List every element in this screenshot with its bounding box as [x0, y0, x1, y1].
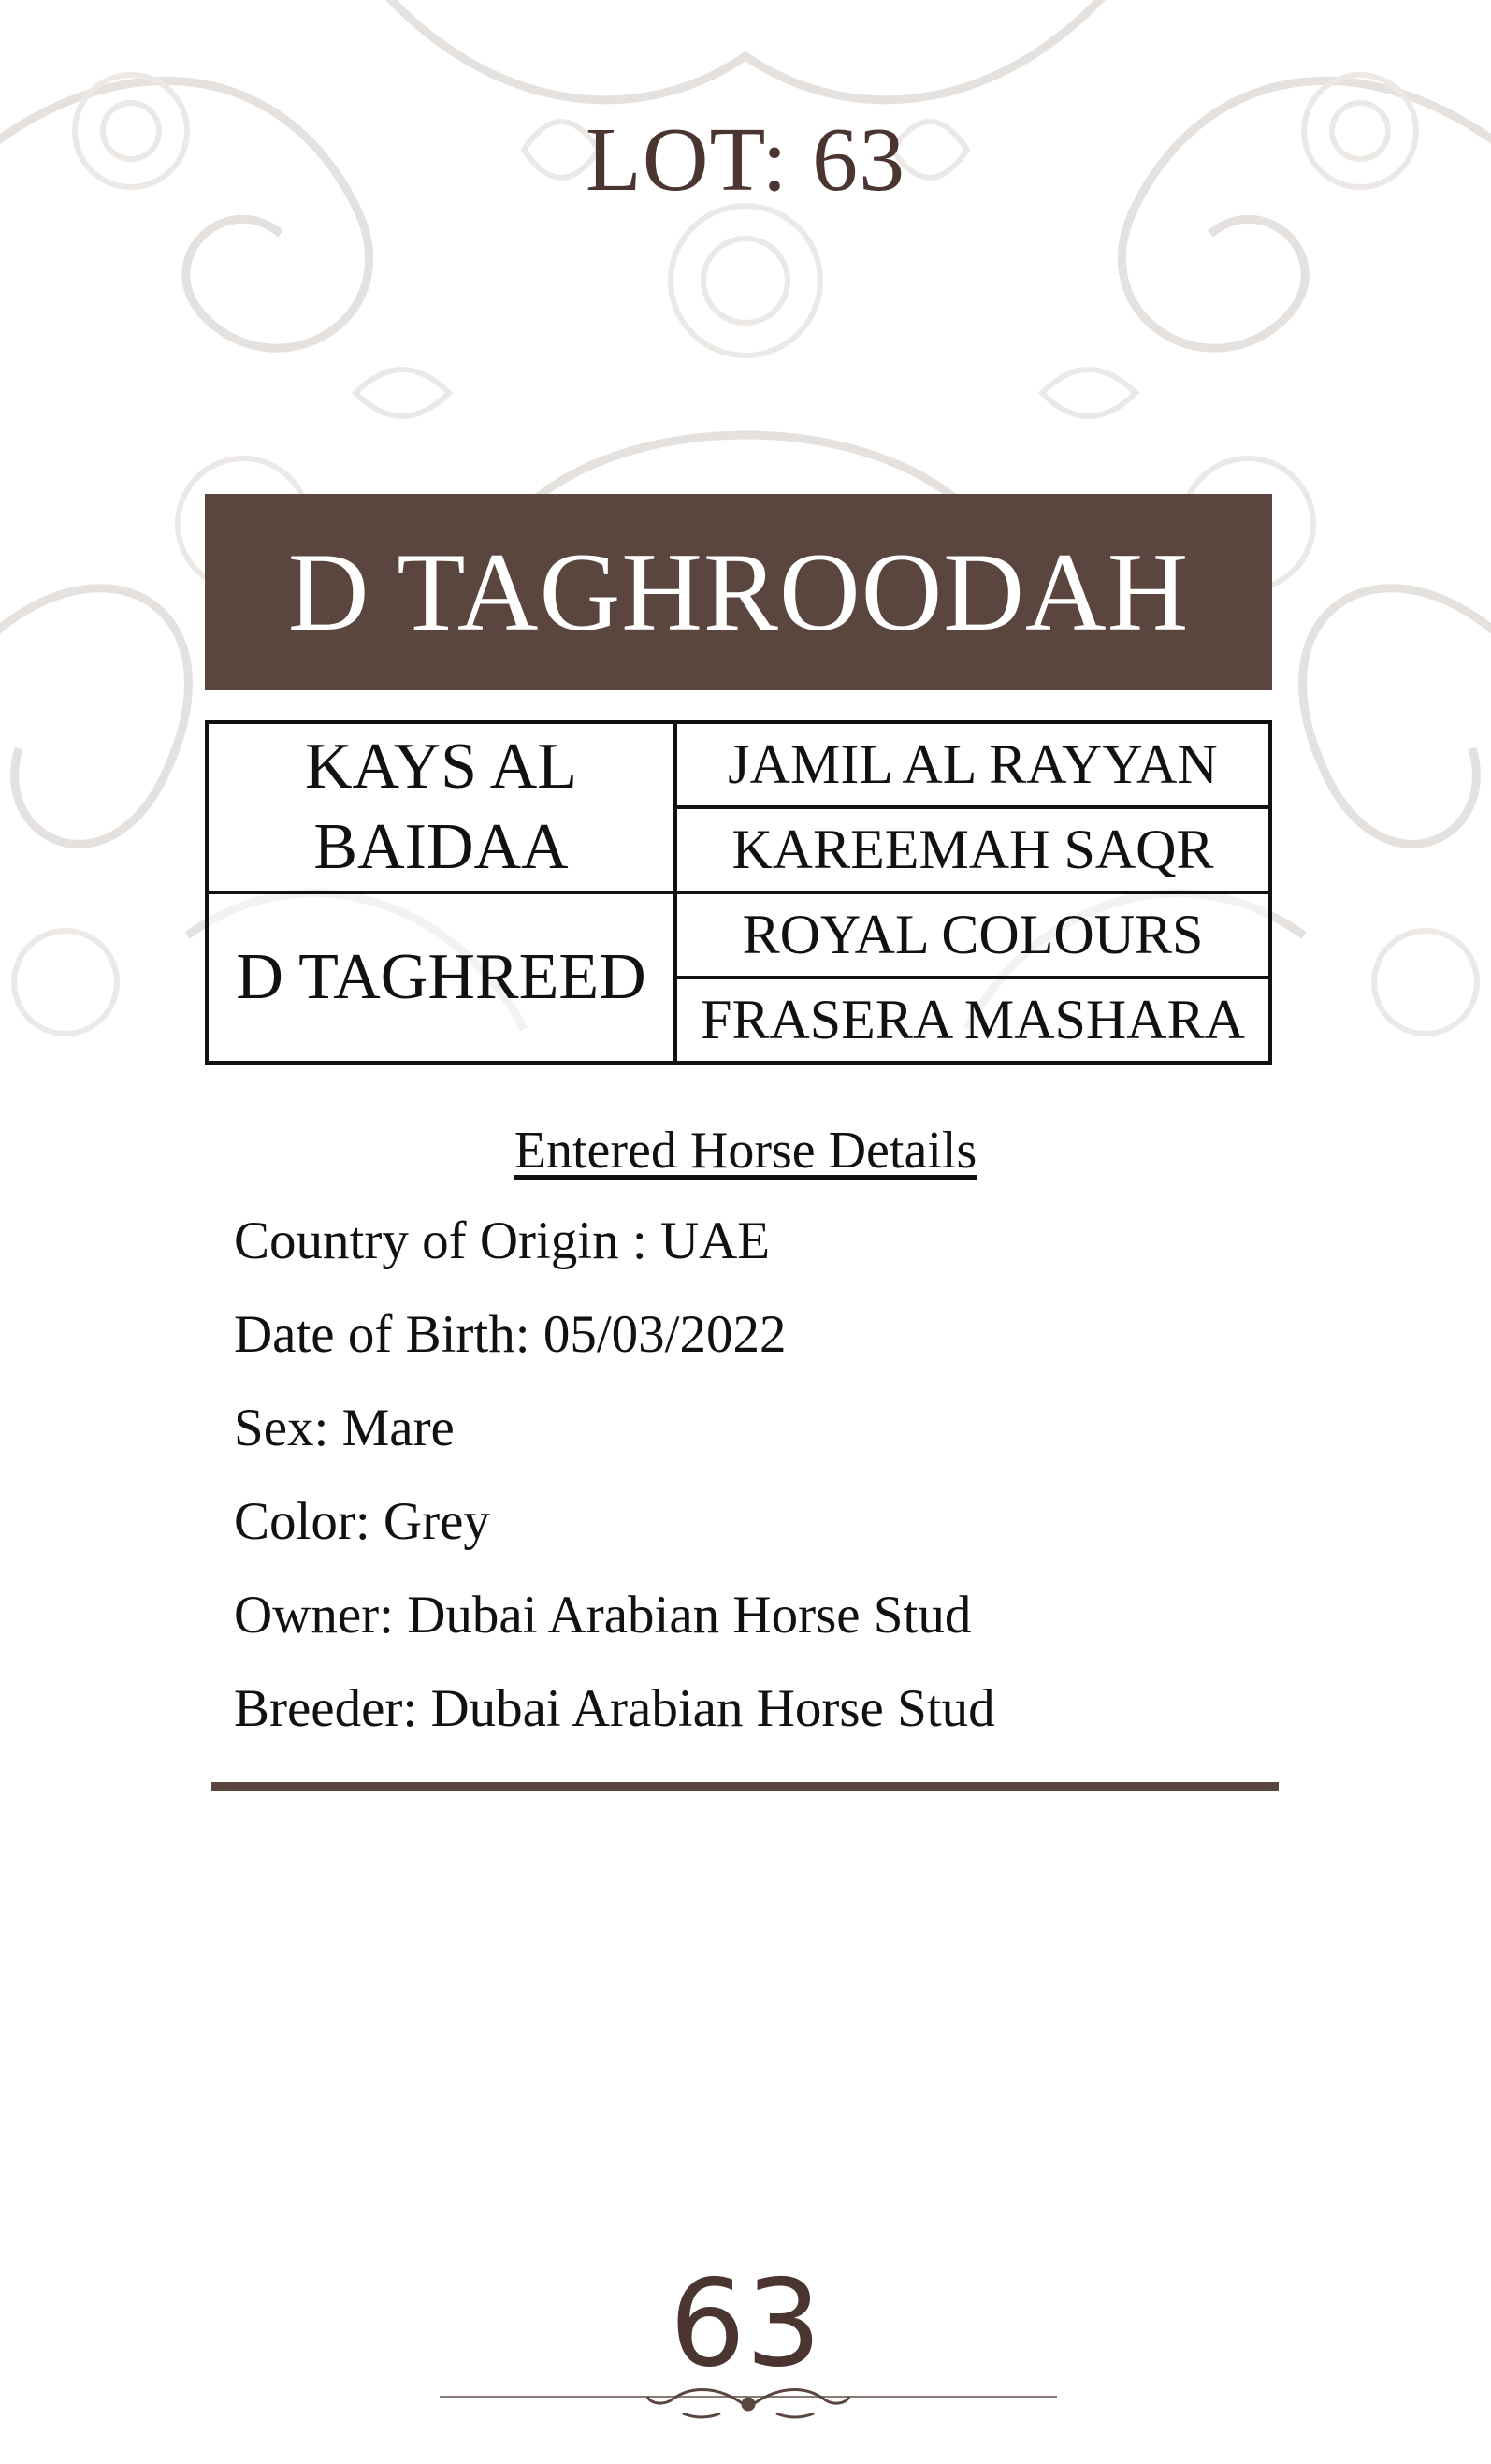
- details-heading: Entered Horse Details: [514, 1122, 977, 1180]
- lot-number-title: LOT: 63: [585, 109, 906, 210]
- detail-country-of-origin: Country of Origin : UAE: [234, 1211, 771, 1270]
- flourish-ornament-icon: [440, 2376, 1057, 2423]
- pedigree-table: [205, 720, 1272, 1065]
- section-divider: [211, 1782, 1279, 1791]
- sire-dam-cell: KAREEMAH SAQR: [675, 807, 1270, 892]
- detail-breeder: Breeder: Dubai Arabian Horse Stud: [234, 1679, 995, 1738]
- dam-cell: D TAGHREED: [207, 892, 675, 1063]
- dam-dam-cell: FRASERA MASHARA: [675, 978, 1270, 1063]
- detail-sex: Sex: Mare: [234, 1399, 455, 1457]
- sire-sire-cell: JAMIL AL RAYYAN: [675, 722, 1270, 807]
- sire-cell: KAYS AL BAIDAA: [207, 722, 675, 892]
- detail-date-of-birth: Date of Birth: 05/03/2022: [234, 1305, 787, 1364]
- horse-name-banner: [205, 494, 1272, 690]
- dam-sire-cell: ROYAL COLOURS: [675, 892, 1270, 978]
- page-number: 63: [669, 2254, 822, 2394]
- horse-details-list: [234, 1209, 995, 1770]
- horse-name: D TAGHROODAH: [287, 529, 1190, 654]
- detail-color: Color: Grey: [234, 1492, 490, 1551]
- detail-owner: Owner: Dubai Arabian Horse Stud: [234, 1586, 972, 1645]
